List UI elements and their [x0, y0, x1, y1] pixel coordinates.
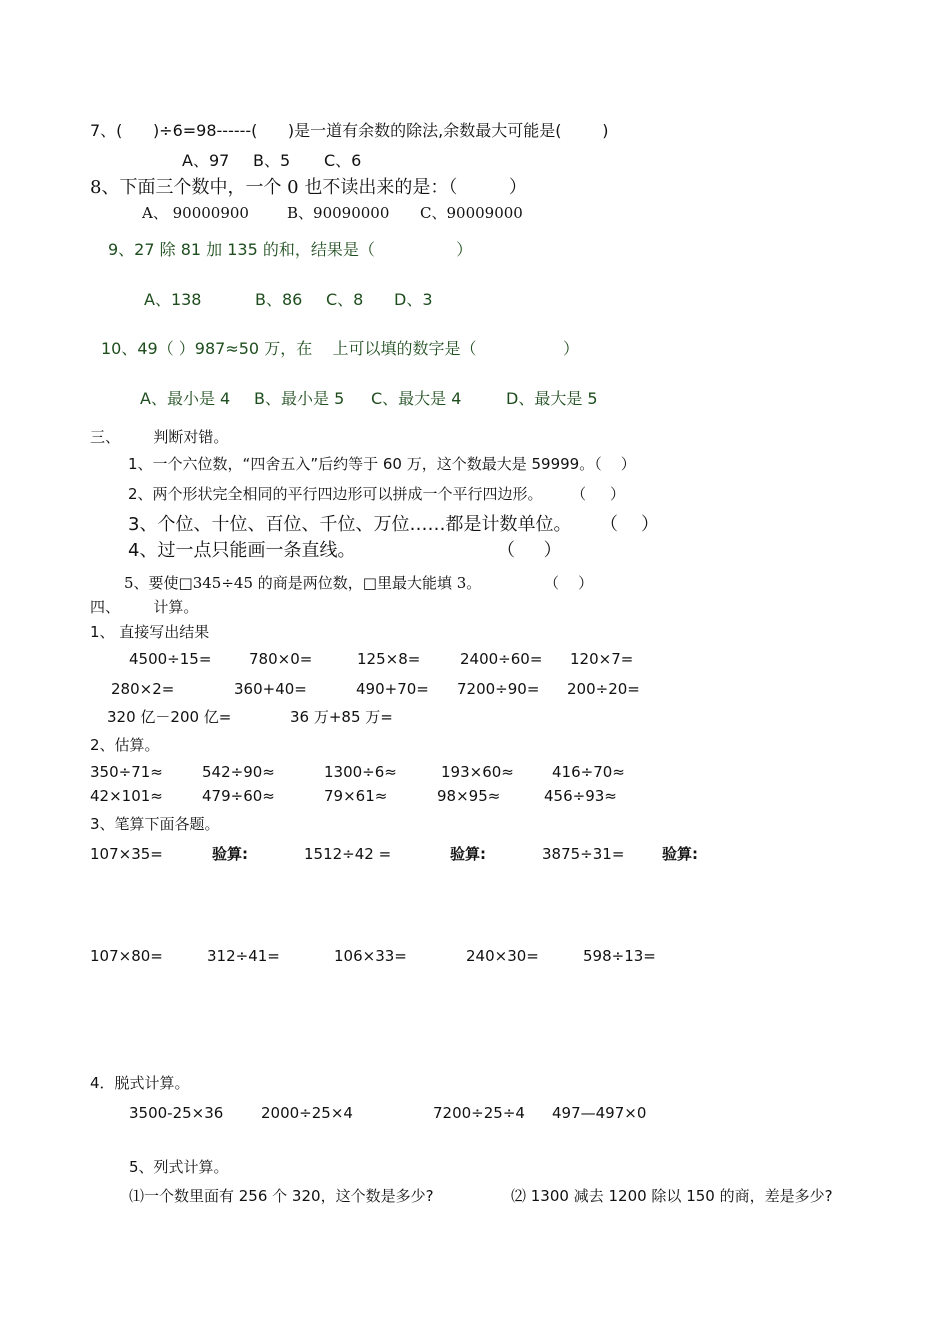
written-calc: 312÷41=: [207, 947, 280, 965]
judge-item-1: 1、一个六位数，“四舍五入”后约等于 60 万，这个数最大是 59999。（ ）: [128, 455, 636, 473]
judge-item-5: 5、要使□345÷45 的商是两位数，□里最大能填 3。: [124, 574, 482, 592]
q10-stem: 10、49（ ）987≈50 万，在 上可以填的数字是（ ）: [101, 339, 580, 358]
direct-calc: 200÷20=: [567, 680, 640, 698]
q9-option-c: C、8: [326, 290, 364, 309]
estimate-item: 479÷60≈: [202, 787, 275, 805]
step-calc: 497—497×0: [552, 1104, 647, 1122]
check-label: 验算:: [212, 845, 248, 863]
judge-item-5-paren: （ ）: [544, 574, 594, 592]
direct-calc: 780×0=: [249, 650, 313, 668]
direct-calc: 7200÷90=: [457, 680, 540, 698]
q10-option-a: A、最小是 4: [140, 389, 231, 408]
direct-calc: 4500÷15=: [129, 650, 212, 668]
word-problem-2: ⑵ 1300 减去 1200 除以 150 的商，差是多少?: [511, 1187, 833, 1205]
estimate-item: 456÷93≈: [544, 787, 617, 805]
section4-heading: 四、 计算。: [90, 598, 199, 616]
p1-title: 1、 直接写出结果: [90, 623, 210, 641]
written-calc: 107×80=: [90, 947, 163, 965]
estimate-item: 542÷90≈: [202, 763, 275, 781]
estimate-item: 1300÷6≈: [324, 763, 397, 781]
estimate-item: 350÷71≈: [90, 763, 163, 781]
q8-option-b: B、90090000: [287, 204, 390, 222]
direct-calc: 120×7=: [570, 650, 634, 668]
step-calc: 2000÷25×4: [261, 1104, 353, 1122]
p3-title: 3、笔算下面各题。: [90, 815, 220, 833]
judge-item-3: 3、个位、十位、百位、千位、万位……都是计数单位。 （ ）: [128, 514, 659, 535]
q8-option-a: A、 90000900: [142, 204, 249, 222]
written-calc: 106×33=: [334, 947, 407, 965]
direct-calc: 320 亿－200 亿=: [107, 708, 232, 726]
section3-heading: 三、 判断对错。: [90, 428, 229, 446]
estimate-item: 79×61≈: [324, 787, 388, 805]
q8-stem: 8、下面三个数中，一个 0 也不读出来的是：（ ）: [90, 177, 527, 198]
word-problem-1: ⑴一个数里面有 256 个 320，这个数是多少?: [129, 1187, 434, 1205]
direct-calc: 125×8=: [357, 650, 421, 668]
q9-option-d: D、3: [394, 290, 433, 309]
q10-option-d: D、最大是 5: [506, 389, 598, 408]
q7-option-c: C、6: [324, 151, 362, 170]
written-calc: 240×30=: [466, 947, 539, 965]
estimate-item: 98×95≈: [437, 787, 501, 805]
check-label: 验算:: [662, 845, 698, 863]
p2-title: 2、估算。: [90, 736, 160, 754]
direct-calc: 280×2=: [111, 680, 175, 698]
judge-item-4: 4、过一点只能画一条直线。: [128, 540, 356, 561]
direct-calc: 360+40=: [234, 680, 307, 698]
written-calc: 598÷13=: [583, 947, 656, 965]
estimate-item: 416÷70≈: [552, 763, 625, 781]
judge-item-4-paren: （ ）: [497, 540, 562, 561]
step-calc: 3500-25×36: [129, 1104, 224, 1122]
estimate-item: 193×60≈: [441, 763, 514, 781]
q7-option-a: A、97: [182, 151, 230, 170]
q8-option-c: C、90009000: [420, 204, 523, 222]
direct-calc: 490+70=: [356, 680, 429, 698]
q9-stem: 9、27 除 81 加 135 的和，结果是（ ）: [108, 240, 473, 259]
q10-option-b: B、最小是 5: [254, 389, 345, 408]
q9-option-a: A、138: [144, 290, 202, 309]
p4-title: 4．脱式计算。: [90, 1074, 190, 1092]
written-calc: 1512÷42 =: [304, 845, 392, 863]
q7-stem: 7、( )÷6=98------( )是一道有余数的除法,余数最大可能是( ): [90, 121, 609, 140]
judge-item-2: 2、两个形状完全相同的平行四边形可以拼成一个平行四边形。 （ ）: [128, 485, 625, 503]
q9-option-b: B、86: [255, 290, 303, 309]
q7-option-b: B、5: [253, 151, 291, 170]
step-calc: 7200÷25÷4: [433, 1104, 525, 1122]
written-calc: 107×35=: [90, 845, 163, 863]
direct-calc: 36 万+85 万=: [290, 708, 393, 726]
estimate-item: 42×101≈: [90, 787, 163, 805]
p5-title: 5、列式计算。: [129, 1158, 229, 1176]
check-label: 验算:: [450, 845, 486, 863]
written-calc: 3875÷31=: [542, 845, 625, 863]
direct-calc: 2400÷60=: [460, 650, 543, 668]
q10-option-c: C、最大是 4: [371, 389, 462, 408]
